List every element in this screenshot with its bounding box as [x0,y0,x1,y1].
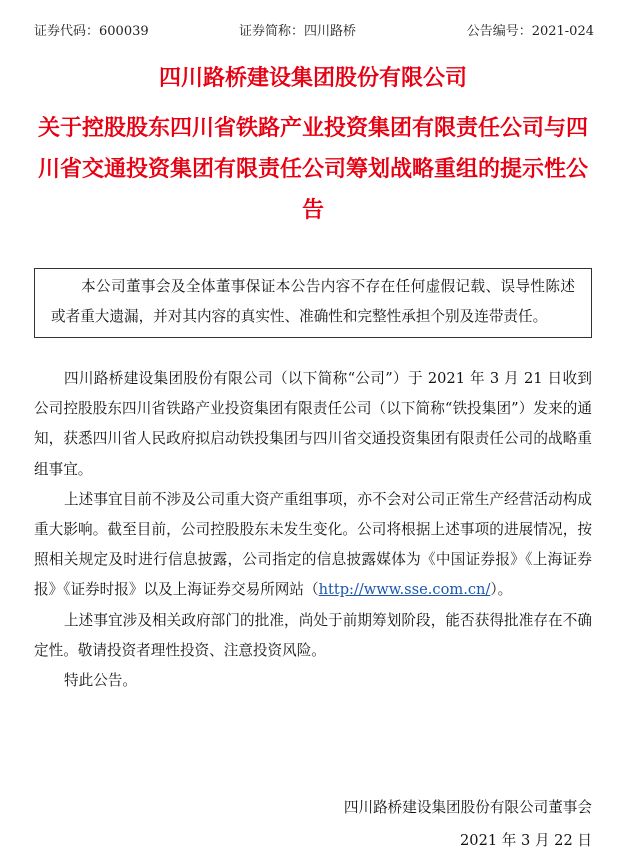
body-paragraph-2-text: 上述事宜目前不涉及公司重大资产重组事项，亦不会对公司正常生产经营活动构成重大影响。截至目前，公司控股股东未发生变化。公司将根据上述事项的进展情况，按照相关规定及时进行信息披露，公司指定的信息披露媒体为《中国证券报》《上海证券报》《证券时报》以及上海证券交易所网站（ [34,490,592,599]
stock-name: 证券简称：四川路桥 [239,24,357,39]
disclaimer-box: 本公司董事会及全体董事保证本公告内容不存在任何虚假记载、误导性陈述或者重大遗漏，并对其内容的真实性、准确性和完整性承担个别及连带责任。 [34,268,592,338]
body-paragraph-2-tail: ）。 [490,581,513,599]
body-paragraph-2 [34,485,592,606]
document-header [34,20,594,40]
subject-title: 关于控股股东四川省铁路产业投资集团有限责任公司与四川省交通投资集团有限责任公司筹划战略重组的提示性公告 [37,115,588,223]
stock-code: 证券代码：600039 [34,24,149,39]
body-paragraph-3: 上述事宜涉及相关政府部门的批准，尚处于前期筹划阶段，能否获得批准存在不确定性。敬请投资者理性投资、注意投资风险。 [34,611,592,659]
body-paragraph-1: 四川路桥建设集团股份有限公司（以下简称“公司”）于 2021 年 3 月 21 日收到公司控股股东四川省铁路产业投资集团有限责任公司（以下简称“铁投集团”）发来的通知，获悉四川省人民政府拟启动铁投集团与四川省交通投资集团有限责任公司的战略重组事宜。 [34,370,592,478]
announcement-title [30,62,596,231]
announcement-body [34,364,592,696]
sse-website-link[interactable]: http://www.sse.com.cn/ [318,581,491,599]
announcement-number: 公告编号：2021-024 [466,24,594,39]
signature-date: 2021 年 3 月 22 日 [460,832,592,849]
company-title: 四川路桥建设集团股份有限公司 [158,65,467,91]
signature-company: 四川路桥建设集团股份有限公司董事会 [343,799,592,816]
body-paragraph-4: 特此公告。 [64,672,137,690]
